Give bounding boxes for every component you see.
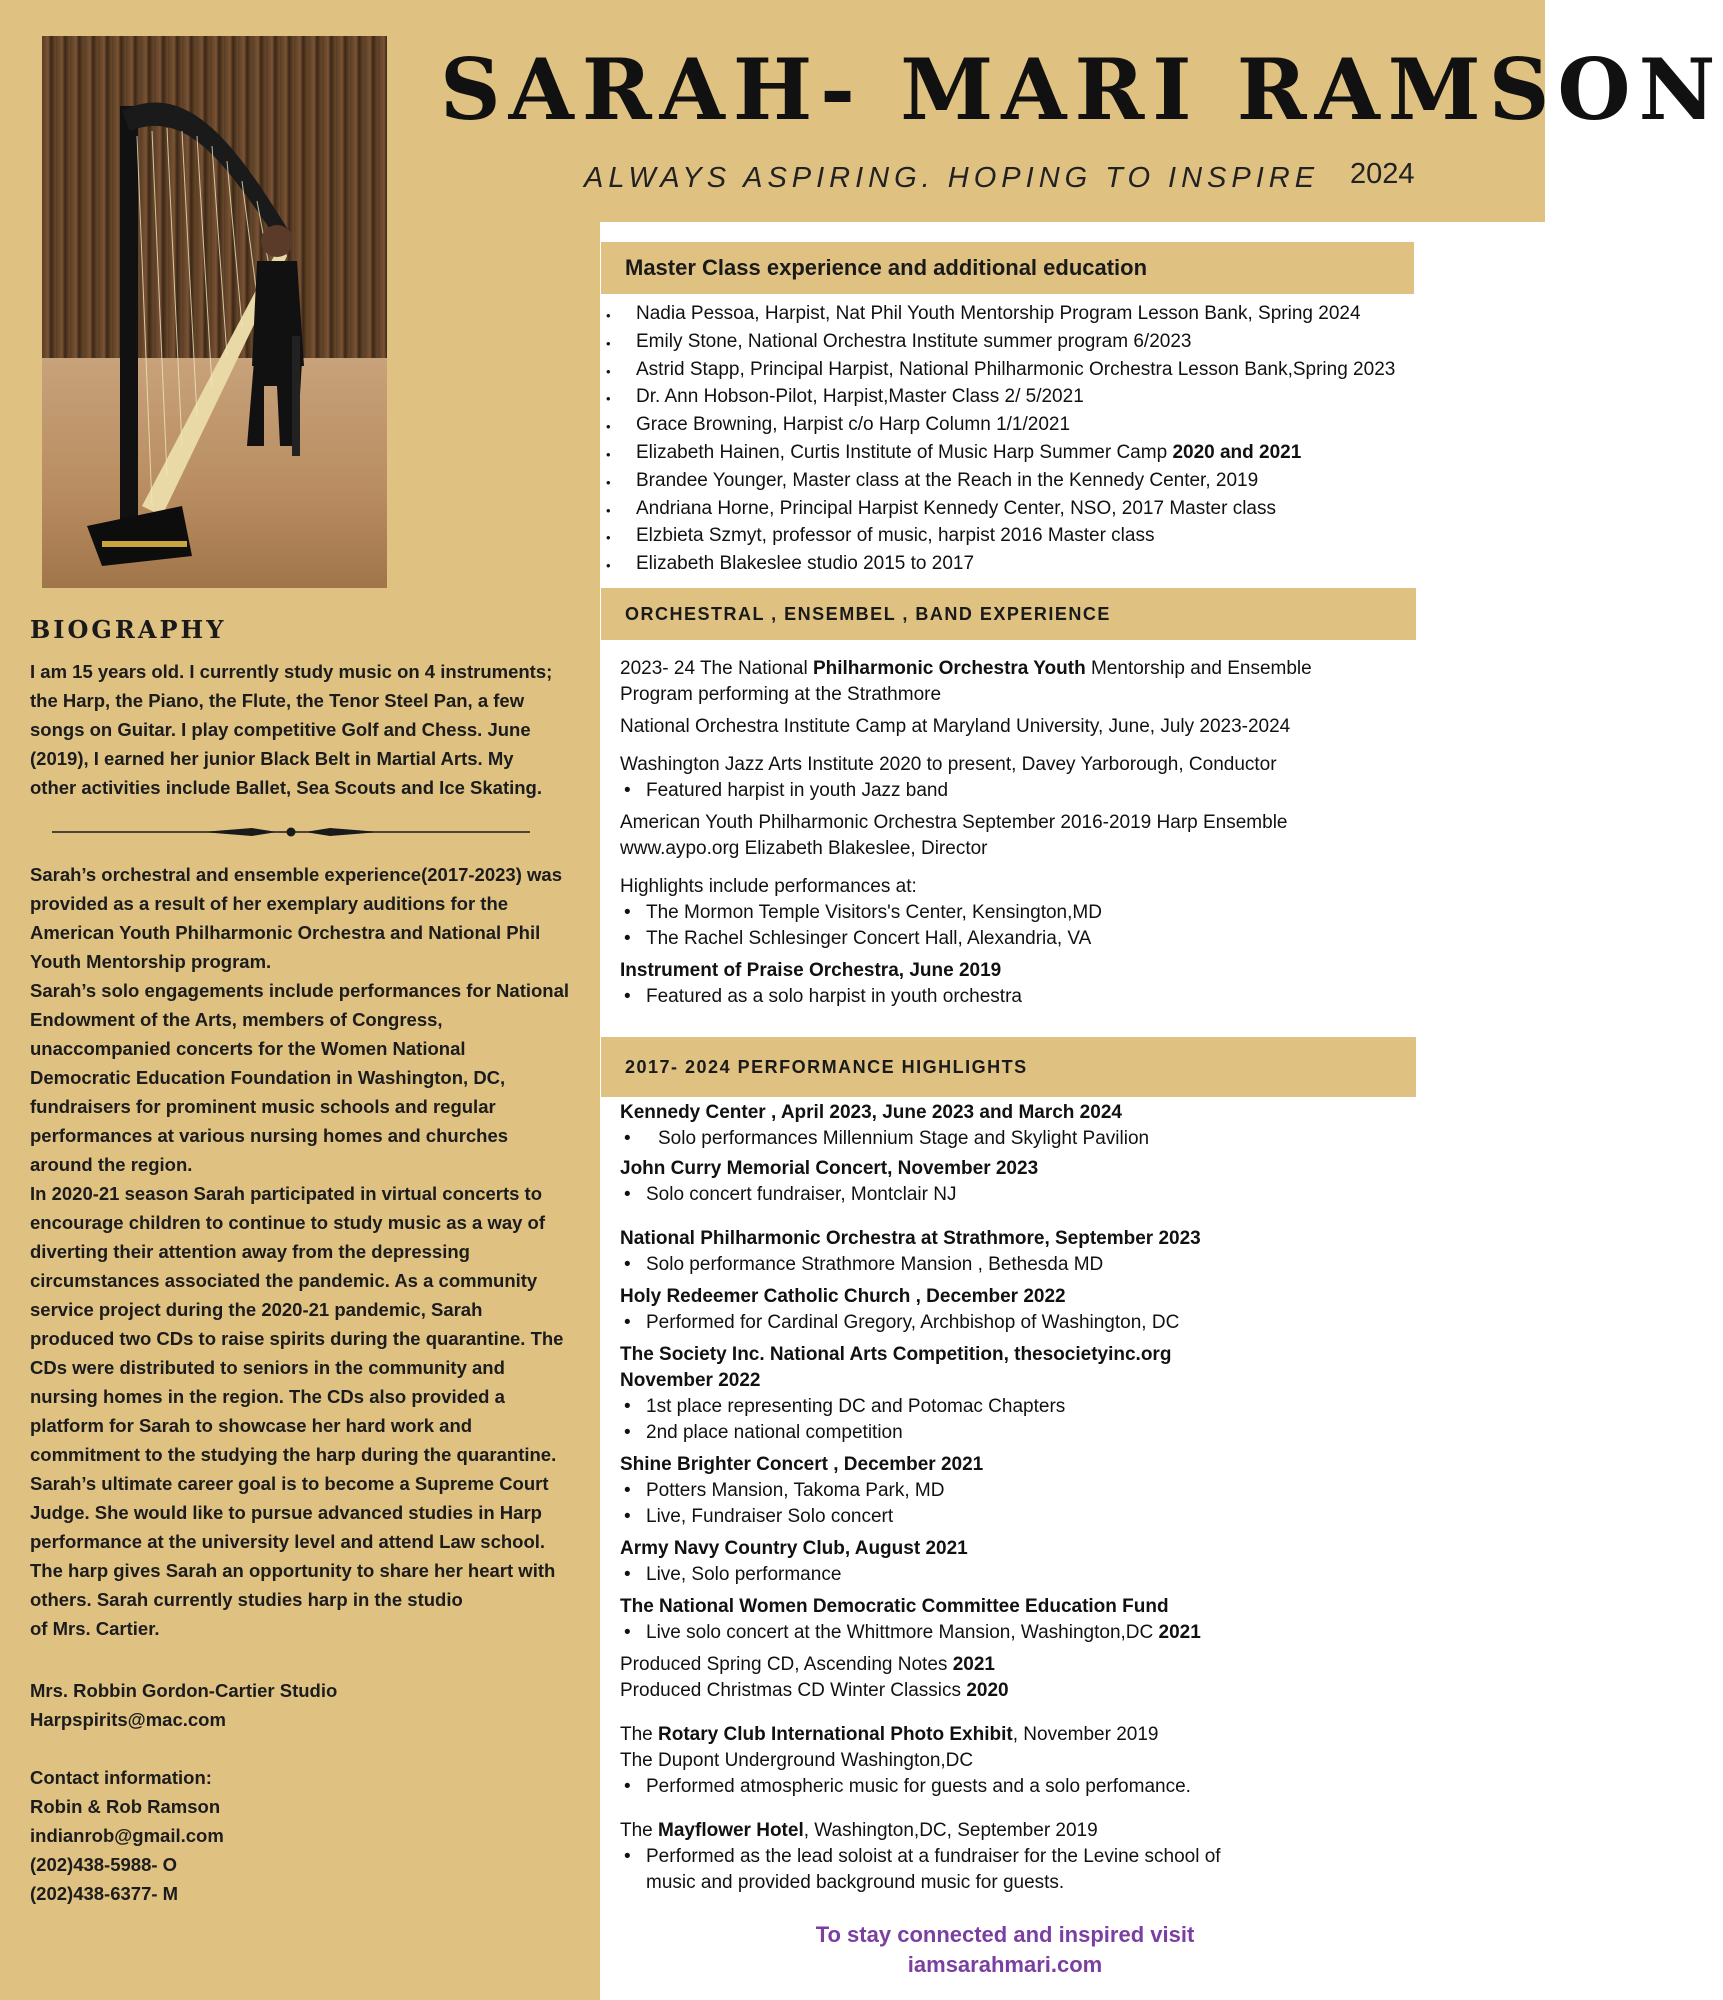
rotary-bullet: • Performed atmospheric music for guests and a solo perfomance.: [620, 1774, 1410, 1800]
spacer: [620, 1704, 1410, 1722]
bio-line: In 2020-21 season Sarah participated in virtual concerts to: [30, 1183, 543, 1204]
bio-line: others. Sarah currently studies harp in the studio: [30, 1589, 463, 1610]
studio-name: Mrs. Robbin Gordon-Cartier Studio: [30, 1680, 338, 1701]
performance-heading: [601, 1037, 1416, 1097]
bio-line: platform for Sarah to showcase her hard work and: [30, 1415, 473, 1436]
bio-line: service project during the 2020-21 pandemic, Sarah: [30, 1299, 483, 1320]
shine-bullet: • Potters Mansion, Takoma Park, MD: [620, 1478, 1410, 1504]
highlights-label: Highlights include performances at:: [620, 876, 917, 897]
highlight-item: • The Mormon Temple Visitors's Center, Kensington,MD: [620, 900, 1410, 926]
highlight-item: • The Rachel Schlesinger Concert Hall, Alexandria, VA: [620, 926, 1410, 952]
curry-title: John Curry Memorial Concert, November 2023: [620, 1158, 1039, 1179]
list-item: • Astrid Stapp, Principal Harpist, National Philharmonic Orchestra Lesson Bank,Spring 2023: [604, 356, 1544, 384]
society-bullet: • 2nd place national competition: [620, 1420, 1410, 1446]
society-title: The Society Inc. National Arts Competition, thesocietyinc.org: [620, 1344, 1172, 1365]
master-class-title: Master Class experience and additional education: [625, 255, 1148, 280]
footer-cta: [600, 1920, 1410, 1980]
bio-line: Youth Mentorship program.: [30, 951, 272, 972]
list-item-text: Elizabeth Hainen, Curtis Institute of Music Harp Summer Camp: [636, 441, 1173, 463]
list-item: • Elizabeth Blakeslee studio 2015 to 2017: [604, 550, 1544, 578]
rotary-line: [620, 1722, 1410, 1748]
list-item: • Brandee Younger, Master class at the Reach in the Kennedy Center, 2019: [604, 467, 1544, 495]
bio-line: other activities include Ballet, Sea Scouts and Ice Skating.: [30, 777, 542, 798]
performance-title: 2017- 2024 PERFORMANCE HIGHLIGHTS: [625, 1056, 1028, 1077]
harp-column: [120, 106, 138, 536]
mayflower-the: The: [620, 1820, 659, 1841]
chair-leg: [292, 336, 300, 456]
bio-line: provided as a result of her exemplary auditions for the: [30, 893, 509, 914]
bio-line: Judge. She would like to pursue advanced studies in Harp: [30, 1502, 542, 1523]
contact-phone-o: (202)438-5988- O: [30, 1854, 178, 1875]
person-head: [261, 225, 293, 257]
nat-phil-prefix: 2023- 24 The National: [620, 658, 813, 679]
bio-line: fundraisers for prominent music schools and regular: [30, 1096, 496, 1117]
nwdc-year: 2021: [1158, 1622, 1201, 1643]
bio-line: circumstances associated the pandemic. As a community: [30, 1270, 538, 1291]
list-item: [604, 439, 1544, 467]
harpist-photo: [42, 36, 387, 588]
holy-bullet: • Performed for Cardinal Gregory, Archbishop of Washington, DC: [620, 1310, 1410, 1336]
aypo-line2: www.aypo.org Elizabeth Blakeslee, Director: [620, 838, 988, 859]
rotary-date: , November 2019: [1012, 1724, 1159, 1745]
bio-line: encourage children to continue to study music as a way of: [30, 1212, 546, 1233]
praise-bullet: • Featured as a solo harpist in youth orchestra: [620, 984, 1410, 1010]
bio-line: Sarah’s orchestral and ensemble experience(2017-2023) was: [30, 864, 562, 885]
performance-highlights: [620, 1100, 1410, 1896]
noi-line: National Orchestra Institute Camp at Maryland University, June, July 2023-2024: [620, 716, 1291, 737]
bio-line: Endowment of the Arts, members of Congress,: [30, 1009, 443, 1030]
biography-heading: BIOGRAPHY: [30, 615, 227, 644]
kennedy-title: Kennedy Center , April 2023, June 2023 and March 2024: [620, 1102, 1122, 1123]
name-title: SARAH- MARI RAMSON: [440, 40, 1723, 139]
contact-label: Contact information:: [30, 1767, 212, 1788]
bio-line: (2019), I earned her junior Black Belt in Martial Arts. My: [30, 748, 514, 769]
bio-line: performance at the university level and attend Law school.: [30, 1531, 546, 1552]
master-class-list: [604, 300, 1544, 578]
spacer: [620, 1208, 1410, 1226]
cd1-year: 2021: [952, 1654, 995, 1675]
shine-title: Shine Brighter Concert , December 2021: [620, 1454, 984, 1475]
bio-line: Sarah’s solo engagements include performances for National: [30, 980, 570, 1001]
master-class-heading: [601, 242, 1414, 294]
mayflower-bold: Mayflower Hotel: [658, 1820, 804, 1841]
jazz-line: Washington Jazz Arts Institute 2020 to present, Davey Yarborough, Conductor: [620, 754, 1277, 775]
harp-neck: [122, 103, 292, 246]
nwdc-title: The National Women Democratic Committee Education Fund: [620, 1596, 1169, 1617]
bio-line: produced two CDs to raise spirits during the quarantine. The: [30, 1328, 564, 1349]
bio-line: diverting their attention away from the depressing: [30, 1241, 470, 1262]
ornament-divider: [52, 824, 530, 840]
rotary-line2: The Dupont Underground Washington,DC: [620, 1750, 974, 1771]
cd2-line: [620, 1678, 1410, 1704]
mayflower-bullet: • Performed as the lead soloist at a fundraiser for the Levine school of: [620, 1844, 1410, 1870]
nat-phil-bold: Philharmonic Orchestra Youth: [812, 658, 1086, 679]
orchestral-heading: [601, 588, 1416, 640]
army-bullet: • Live, Solo performance: [620, 1562, 1410, 1588]
studio-email[interactable]: Harpspirits@mac.com: [30, 1709, 226, 1730]
orchestral-experience: [620, 656, 1410, 1010]
year: 2024: [1350, 158, 1415, 190]
spacer: [620, 862, 1410, 874]
contact-email[interactable]: indianrob@gmail.com: [30, 1825, 224, 1846]
npo-title: National Philharmonic Orchestra at Strathmore, September 2023: [620, 1228, 1201, 1249]
bio-line: performances at various nursing homes and churches: [30, 1125, 509, 1146]
rotary-the: The: [620, 1724, 659, 1745]
footer-line1: To stay connected and inspired visit: [815, 1922, 1195, 1947]
orchestral-title: ORCHESTRAL , ENSEMBEL , BAND EXPERIENCE: [625, 603, 1111, 624]
cd2-year: 2020: [966, 1680, 1009, 1701]
society-bullet: • 1st place representing DC and Potomac Chapters: [620, 1394, 1410, 1420]
rotary-bold: Rotary Club International Photo Exhibit: [658, 1724, 1013, 1745]
cd1-text: Produced Spring CD, Ascending Notes: [620, 1654, 953, 1675]
bio-line: I am 15 years old. I currently study music on 4 instruments;: [30, 661, 553, 682]
shine-bullet: • Live, Fundraiser Solo concert: [620, 1504, 1410, 1530]
curry-bullet: • Solo concert fundraiser, Montclair NJ: [620, 1182, 1410, 1208]
bio-line: nursing homes in the region. The CDs also provided a: [30, 1386, 505, 1407]
mayflower-line: [620, 1818, 1410, 1844]
biography-body: [30, 860, 575, 1643]
bio-line: The harp gives Sarah an opportunity to share her heart with: [30, 1560, 556, 1581]
list-item-bold: 2020 and 2021: [1172, 441, 1302, 463]
mayflower-bullet-cont: music and provided background music for guests.: [646, 1872, 1065, 1893]
list-item: • Emily Stone, National Orchestra Institute summer program 6/2023: [604, 328, 1544, 356]
bio-line: unaccompanied concerts for the Women National: [30, 1038, 466, 1059]
contact-names: Robin & Rob Ramson: [30, 1796, 221, 1817]
bio-line: of Mrs. Cartier.: [30, 1618, 160, 1639]
bio-line: the Harp, the Piano, the Flute, the Tenor Steel Pan, a few: [30, 690, 525, 711]
society-date: November 2022: [620, 1370, 761, 1391]
cd1-line: [620, 1652, 1410, 1678]
biography-intro: [30, 657, 575, 802]
nwdc-bullet-text: Live solo concert at the Whittmore Mansion, Washington,DC: [646, 1622, 1159, 1643]
bio-line: Sarah’s ultimate career goal is to become a Supreme Court: [30, 1473, 549, 1494]
kennedy-bullet: • Solo performances Millennium Stage and Skylight Pavilion: [620, 1126, 1410, 1152]
praise-title: Instrument of Praise Orchestra, June 2019: [620, 960, 1002, 981]
harp-base: [87, 506, 192, 566]
website-link[interactable]: iamsarahmari.com: [907, 1952, 1103, 1977]
bio-line: American Youth Philharmonic Orchestra and National Phil: [30, 922, 541, 943]
army-title: Army Navy Country Club, August 2021: [620, 1538, 968, 1559]
bio-line: songs on Guitar. I play competitive Golf and Chess. June: [30, 719, 531, 740]
harp-base-trim: [102, 541, 187, 547]
contact-block: [30, 1676, 575, 1908]
spacer: [620, 740, 1410, 752]
mayflower-rest: , Washington,DC, September 2019: [803, 1820, 1098, 1841]
harp-illustration: [42, 36, 387, 588]
npo-bullet: • Solo performance Strathmore Mansion , Bethesda MD: [620, 1252, 1410, 1278]
bio-line: Democratic Education Foundation in Washington, DC,: [30, 1067, 506, 1088]
list-item: • Dr. Ann Hobson-Pilot, Harpist,Master Class 2/ 5/2021: [604, 383, 1544, 411]
contact-phone-m: (202)438-6377- M: [30, 1883, 179, 1904]
holy-title: Holy Redeemer Catholic Church , December 2022: [620, 1286, 1066, 1307]
list-item: • Nadia Pessoa, Harpist, Nat Phil Youth Mentorship Program Lesson Bank, Spring 2024: [604, 300, 1544, 328]
bio-line: around the region.: [30, 1154, 193, 1175]
tagline: ALWAYS ASPIRING. HOPING TO INSPIRE: [584, 162, 1320, 194]
bio-line: CDs were distributed to seniors in the community and: [30, 1357, 505, 1378]
nat-phil-line: [620, 656, 1410, 682]
jazz-bullet: • Featured harpist in youth Jazz band: [620, 778, 1410, 804]
spacer: [30, 1734, 575, 1763]
spacer: [620, 1800, 1410, 1818]
aypo-line1: American Youth Philharmonic Orchestra September 2016-2019 Harp Ensemble: [620, 812, 1288, 833]
cd2-text: Produced Christmas CD Winter Classics: [620, 1680, 967, 1701]
nat-phil-line2: Program performing at the Strathmore: [620, 684, 942, 705]
nwdc-bullet: [620, 1620, 1410, 1646]
list-item: • Elzbieta Szmyt, professor of music, harpist 2016 Master class: [604, 522, 1544, 550]
list-item: • Grace Browning, Harpist c/o Harp Column 1/1/2021: [604, 411, 1544, 439]
bio-line: commitment to the studying the harp during the quarantine.: [30, 1444, 557, 1465]
nat-phil-suffix: Mentorship and Ensemble: [1085, 658, 1312, 679]
list-item: • Andriana Horne, Principal Harpist Kennedy Center, NSO, 2017 Master class: [604, 495, 1544, 523]
